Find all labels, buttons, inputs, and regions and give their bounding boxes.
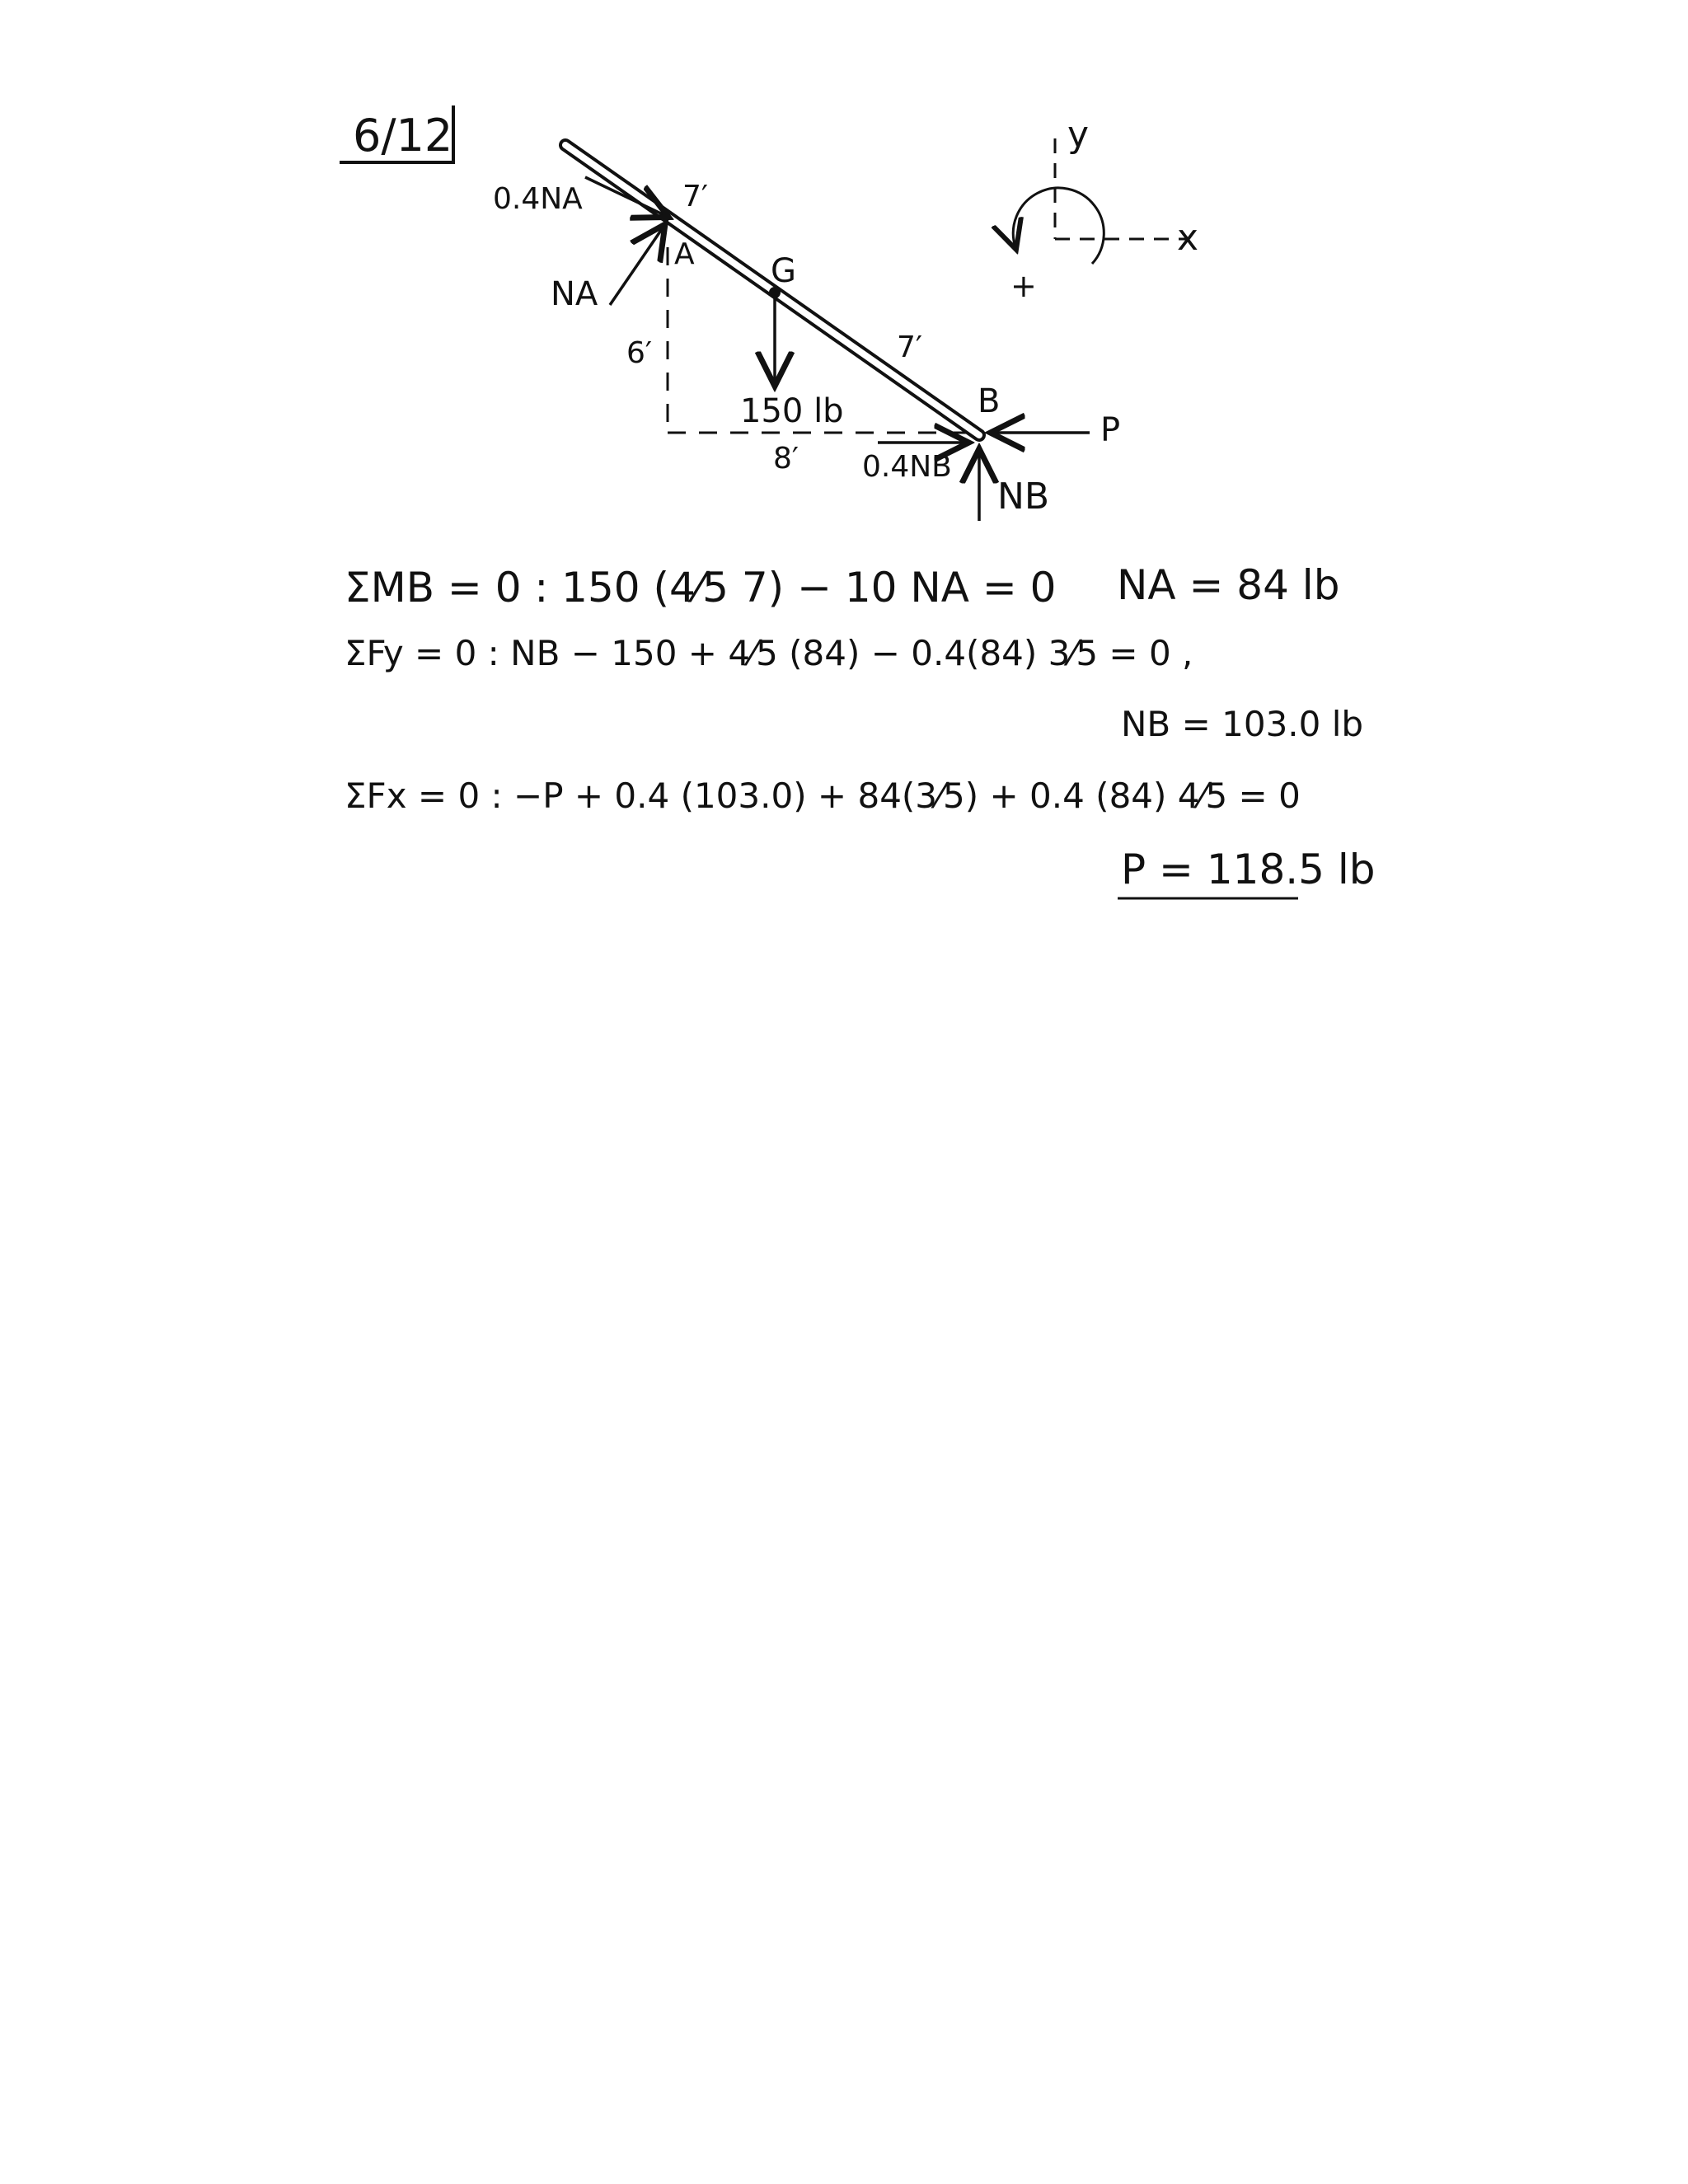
- label-len-GB: 7′: [897, 330, 923, 364]
- problem-number-box: [340, 105, 455, 164]
- coordinate-axes: [1055, 114, 1198, 259]
- label-friction-A: 0.4NA: [493, 182, 583, 216]
- label-vertical-dim: 6′: [626, 336, 653, 370]
- result-P: P = 118.5 lb: [1121, 846, 1376, 893]
- x-axis-label: x: [1177, 217, 1199, 259]
- equation-sum-Fx: ΣFx = 0 : −P + 0.4 (103.0) + 84(3⁄5) + 0.4 (84) 4⁄5 = 0: [345, 776, 1301, 816]
- moment-sign-arrow: [1010, 188, 1104, 304]
- equation-moment-B: ΣMB = 0 : 150 (4⁄5 7) − 10 NA = 0: [345, 564, 1057, 612]
- label-weight: 150 lb: [740, 392, 844, 430]
- moment-sign: +: [1010, 268, 1037, 304]
- label-friction-B: 0.4NB: [862, 450, 952, 484]
- normal-A-arrow: [610, 227, 663, 305]
- label-normal-B: NB: [997, 476, 1050, 518]
- label-normal-A: NA: [551, 275, 598, 313]
- label-force-P: P: [1100, 411, 1121, 449]
- label-horizontal-dim: 8′: [773, 442, 799, 476]
- label-point-A: A: [674, 237, 695, 271]
- label-len-AG: 7′: [682, 180, 709, 213]
- label-point-B: B: [978, 382, 1001, 420]
- y-axis-label: y: [1067, 114, 1090, 156]
- problem-number: 6/12: [353, 110, 453, 162]
- equation-sum-Fy: ΣFy = 0 : NB − 150 + 4⁄5 (84) − 0.4(84) 3⁄5 = 0 ,: [345, 633, 1193, 673]
- result-NB: NB = 103.0 lb: [1121, 704, 1364, 744]
- result-NA: NA = 84 lb: [1117, 561, 1340, 609]
- label-point-G: G: [771, 252, 796, 290]
